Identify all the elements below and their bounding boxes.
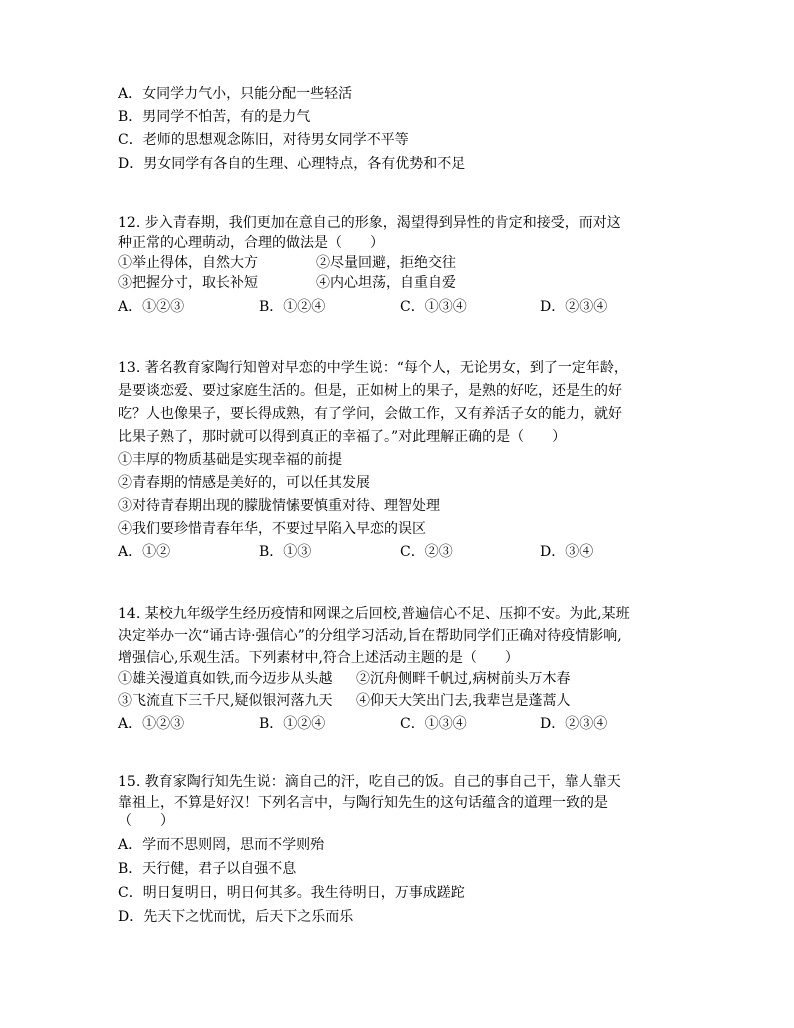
q13-stem-line: 13. 著名教育家陶行知曾对早恋的中学生说：“每个人，无论男女，到了一定年龄， [118, 360, 628, 376]
q13-choice-a: A．①② [118, 544, 171, 560]
q15-option-b: B．天行健，君子以自强不息 [118, 861, 297, 877]
q12-stem-line: 种正常的心理萌动，合理的做法是（ ） [118, 235, 384, 251]
q14-item-2: ②沉舟侧畔千帆过,病树前头万木春 [356, 671, 571, 687]
q11-option-d: D．男女同学有各自的生理、心理特点，各有优势和不足 [118, 156, 466, 172]
q14-items-row [118, 690, 571, 712]
q15-option-d: D．先天下之忧而忧，后天下之乐而乐 [118, 909, 354, 925]
q14-choice-a: A．①②③ [118, 716, 185, 732]
q14-stem-line: 增强信心,乐观生活。下列素材中,符合上述活动主题的是（ ） [118, 650, 519, 666]
q12-stem-line: 12. 步入青春期，我们更加在意自己的形象，渴望得到异性的肯定和接受，而对这 [118, 215, 621, 231]
q14-item-1: ①雄关漫道真如铁,而今迈步从头越 [118, 671, 333, 687]
q15-stem-line: 15. 教育家陶行知先生说：滴自己的汗，吃自己的饭。自己的事自己干，靠人靠天 [118, 774, 621, 790]
q13-choice-d: D．③④ [540, 544, 594, 560]
q14-stem-line: 14. 某校九年级学生经历疫情和网课之后回校,普遍信心不足、压抑不安。为此,某班 [118, 606, 630, 622]
q13-choice-c: C．②③ [400, 544, 453, 560]
q12-item-4: ④内心坦荡，自重自爱 [316, 275, 456, 291]
q11-option-b: B．男同学不怕苦，有的是力气 [118, 109, 311, 125]
q14-stem-line: 决定举办一次“诵古诗·强信心”的分组学习活动,旨在帮助同学们正确对待疫情影响, [118, 628, 622, 644]
q13-item: ②青春期的情感是美好的，可以任其发展 [118, 475, 370, 491]
q15-stem-line: （ ） [118, 813, 174, 829]
q13-stem-line: 是要谈恋爱、要过家庭生活的。但是，正如树上的果子，是熟的好吃，还是生的好 [118, 383, 622, 399]
q13-stem-line: 比果子熟了，那时就可以得到真正的幸福了。”对此理解正确的是（ ） [118, 429, 567, 445]
q13-item: ①丰厚的物质基础是实现幸福的前提 [118, 452, 342, 468]
q12-choice-a: A．①②③ [118, 299, 185, 315]
q13-stem-line: 吃？人也像果子，要长得成熟，有了学问，会做工作，又有养活子女的能力，就好 [118, 406, 622, 422]
q12-choice-b: B．①②④ [259, 299, 326, 315]
q12-choice-c: C．①③④ [400, 299, 467, 315]
q13-choice-b: B．①③ [259, 544, 312, 560]
q14-choice-c: C．①③④ [400, 716, 467, 732]
q15-stem-line: 靠祖上，不算是好汉！下列名言中，与陶行知先生的这句话蕴含的道理一致的是 [118, 795, 608, 811]
q12-item-1: ①举止得体，自然大方 [118, 255, 258, 271]
q15-option-a: A．学而不思则罔，思而不学则殆 [118, 837, 325, 853]
q12-items-row [118, 252, 456, 274]
q12-item-3: ③把握分寸，取长补短 [118, 275, 258, 291]
q14-choice-b: B．①②④ [259, 716, 326, 732]
q13-item: ③对待青春期出现的朦胧情愫要慎重对待、理智处理 [118, 498, 440, 514]
q14-item-4: ④仰天大笑出门去,我辈岂是蓬蒿人 [356, 693, 571, 709]
q15-option-c: C．明日复明日，明日何其多。我生待明日，万事成蹉跎 [118, 885, 465, 901]
q14-choice-d: D．②③④ [540, 716, 608, 732]
q14-item-3: ③飞流直下三千尺,疑似银河落九天 [118, 693, 333, 709]
q12-choice-d: D．②③④ [540, 299, 608, 315]
q12-item-2: ②尽量回避，拒绝交往 [316, 255, 456, 271]
q14-items-row [118, 668, 571, 690]
q12-items-row [118, 272, 456, 294]
q11-option-a: A．女同学力气小，只能分配一些轻活 [118, 86, 353, 102]
q13-item: ④我们要珍惜青春年华，不要过早陷入早恋的误区 [118, 521, 426, 537]
q11-option-c: C．老师的思想观念陈旧，对待男女同学不平等 [118, 132, 409, 148]
